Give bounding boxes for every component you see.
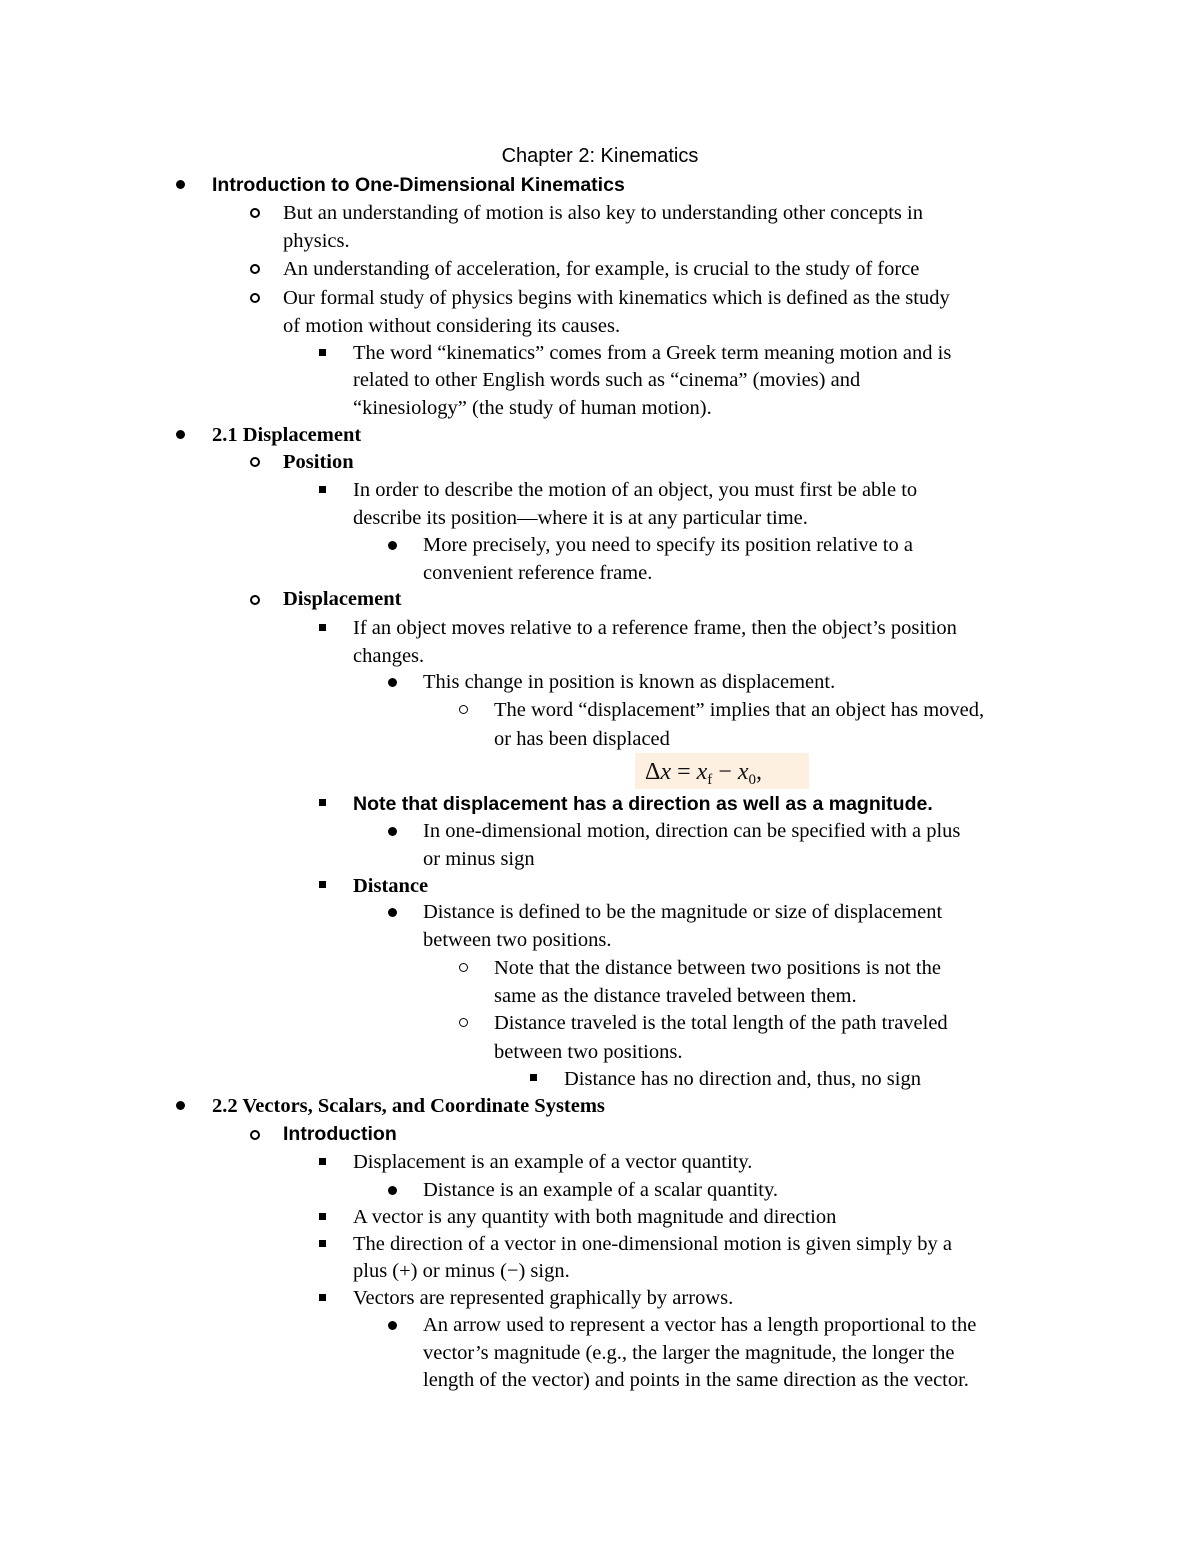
vectors-line: length of the vector) and points in the same direction as the vector. bbox=[423, 1369, 969, 1391]
intro-line: of motion without considering its causes. bbox=[283, 315, 621, 337]
intro-line: The word “kinematics” comes from a Greek term meaning motion and is bbox=[353, 342, 952, 364]
ring-bullet-icon bbox=[250, 595, 260, 605]
subheading-distance: Distance bbox=[353, 875, 429, 897]
displacement-line: More precisely, you need to specify its position relative to a bbox=[423, 534, 913, 556]
ring-bullet-icon bbox=[250, 293, 260, 303]
intro-line: Our formal study of physics begins with kinematics which is defined as the study bbox=[283, 287, 950, 309]
hollow-bullet-icon bbox=[459, 963, 468, 972]
disc-bullet-icon bbox=[388, 827, 397, 836]
vectors-line: Distance is an example of a scalar quantity. bbox=[423, 1179, 779, 1201]
subheading-position: Position bbox=[283, 451, 354, 473]
disc-bullet-icon bbox=[388, 1321, 397, 1330]
displacement-line: This change in position is known as displacement. bbox=[423, 671, 836, 693]
intro-line: An understanding of acceleration, for example, is crucial to the study of force bbox=[283, 258, 920, 280]
hollow-bullet-icon bbox=[459, 705, 468, 714]
displacement-line: If an object moves relative to a reference frame, then the object’s position bbox=[353, 617, 957, 639]
displacement-line: convenient reference frame. bbox=[423, 562, 653, 584]
vectors-line: Vectors are represented graphically by arrows. bbox=[353, 1287, 734, 1309]
subheading-introduction: Introduction bbox=[283, 1123, 397, 1145]
disc-bullet-icon bbox=[388, 908, 397, 917]
disc-bullet-icon bbox=[388, 678, 397, 687]
intro-line: related to other English words such as “cinema” (movies) and bbox=[353, 369, 861, 391]
square-bullet-icon bbox=[319, 1240, 326, 1247]
distance-line: same as the distance traveled between them. bbox=[494, 985, 857, 1007]
vectors-line: Displacement is an example of a vector quantity. bbox=[353, 1151, 753, 1173]
displacement-line: In order to describe the motion of an object, you must first be able to bbox=[353, 479, 918, 501]
distance-line: Distance is defined to be the magnitude or size of displacement bbox=[423, 901, 943, 923]
vectors-line: A vector is any quantity with both magnitude and direction bbox=[353, 1206, 837, 1228]
square-bullet-icon bbox=[530, 1074, 537, 1081]
square-bullet-icon bbox=[319, 349, 326, 356]
ring-bullet-icon bbox=[250, 264, 260, 274]
section-heading-intro: Introduction to One-Dimensional Kinematics bbox=[212, 174, 625, 196]
intro-line: physics. bbox=[283, 230, 350, 252]
disc-bullet-icon bbox=[176, 1101, 185, 1110]
vectors-line: plus (+) or minus (−) sign. bbox=[353, 1260, 570, 1282]
square-bullet-icon bbox=[319, 1294, 326, 1301]
distance-line: between two positions. bbox=[423, 929, 612, 951]
displacement-line: changes. bbox=[353, 645, 425, 667]
vectors-line: The direction of a vector in one-dimensional motion is given simply by a bbox=[353, 1233, 952, 1255]
distance-line: Note that the distance between two positions is not the bbox=[494, 957, 941, 979]
hollow-bullet-icon bbox=[459, 1018, 468, 1027]
formula-image bbox=[635, 753, 809, 789]
vectors-line: vector’s magnitude (e.g., the larger the magnitude, the longer the bbox=[423, 1342, 955, 1364]
disc-bullet-icon bbox=[176, 180, 185, 189]
square-bullet-icon bbox=[319, 881, 326, 888]
displacement-line: or minus sign bbox=[423, 848, 535, 870]
section-heading-displacement: 2.1 Displacement bbox=[212, 424, 362, 446]
displacement-formula bbox=[635, 753, 809, 789]
disc-bullet-icon bbox=[388, 1186, 397, 1195]
svg-text:Δx = xf − x0,: $\Delta x = x_f - x_0$, bbox=[645, 759, 762, 788]
ring-bullet-icon bbox=[250, 1130, 260, 1140]
square-bullet-icon bbox=[319, 486, 326, 493]
displacement-line: In one-dimensional motion, direction can be specified with a plus bbox=[423, 820, 961, 842]
page-title: Chapter 2: Kinematics bbox=[501, 145, 699, 167]
distance-line: Distance has no direction and, thus, no sign bbox=[564, 1068, 921, 1090]
square-bullet-icon bbox=[319, 1213, 326, 1220]
displacement-line: The word “displacement” implies that an object has moved, bbox=[494, 699, 985, 721]
disc-bullet-icon bbox=[176, 430, 185, 439]
intro-line: “kinesiology” (the study of human motion). bbox=[353, 397, 712, 419]
square-bullet-icon bbox=[319, 1158, 326, 1165]
square-bullet-icon bbox=[319, 799, 326, 806]
subheading-displacement: Displacement bbox=[283, 588, 402, 610]
disc-bullet-icon bbox=[388, 541, 397, 550]
displacement-line: describe its position—where it is at any particular time. bbox=[353, 507, 808, 529]
distance-line: between two positions. bbox=[494, 1041, 683, 1063]
distance-line: Distance traveled is the total length of the path traveled bbox=[494, 1012, 948, 1034]
section-heading-vectors: 2.2 Vectors, Scalars, and Coordinate Systems bbox=[212, 1095, 605, 1117]
square-bullet-icon bbox=[319, 624, 326, 631]
intro-line: But an understanding of motion is also key to understanding other concepts in bbox=[283, 202, 923, 224]
ring-bullet-icon bbox=[250, 208, 260, 218]
vectors-line: An arrow used to represent a vector has a length proportional to the bbox=[423, 1314, 977, 1336]
direction-note: Note that displacement has a direction as well as a magnitude. bbox=[353, 793, 933, 815]
ring-bullet-icon bbox=[250, 457, 260, 467]
displacement-line: or has been displaced bbox=[494, 728, 670, 750]
